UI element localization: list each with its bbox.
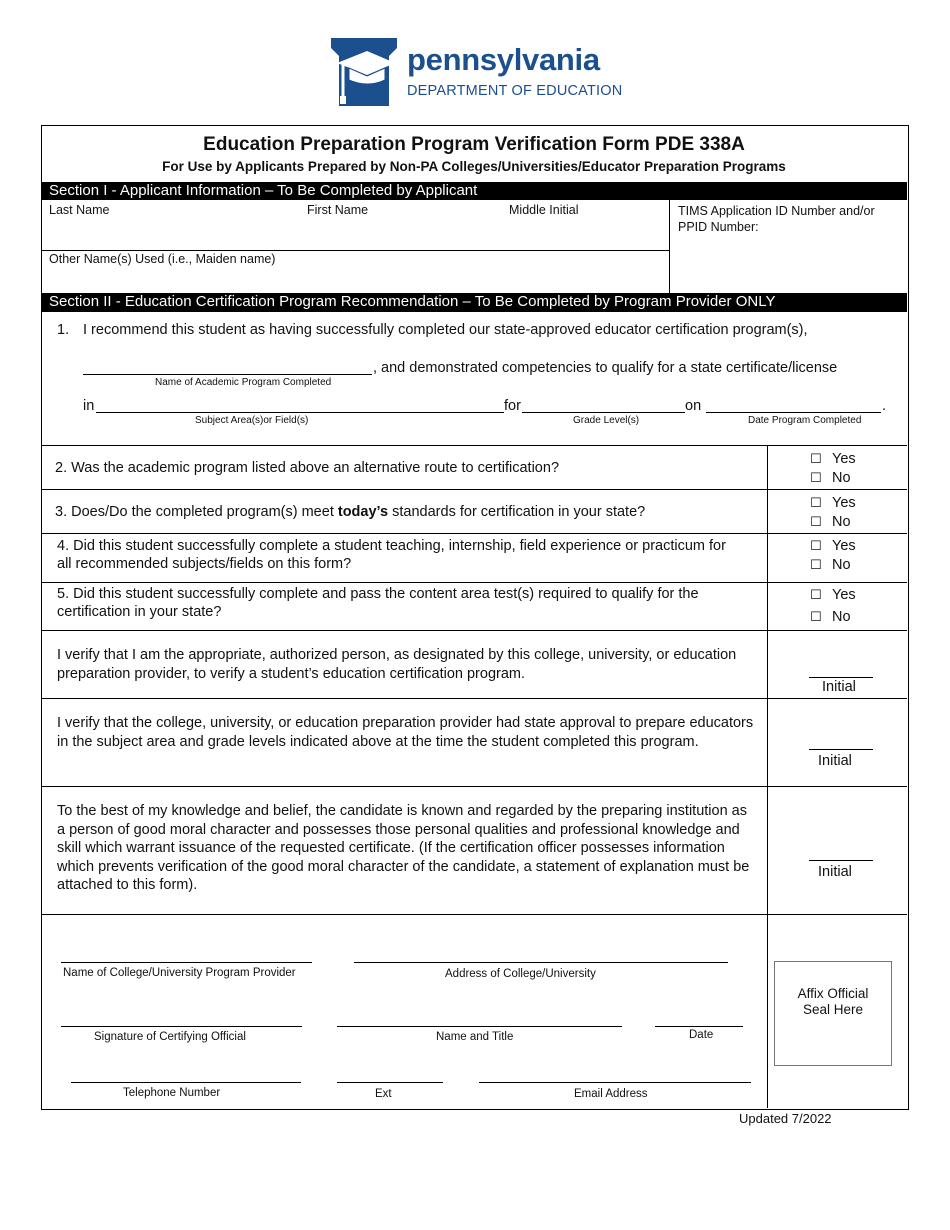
q3-text-end: standards for certification in your state? xyxy=(388,504,646,520)
form-title: Education Preparation Program Verification Form PDE 338A xyxy=(203,134,745,155)
program-name-field[interactable] xyxy=(83,374,372,375)
yes-label: Yes xyxy=(832,495,856,511)
signature-field[interactable] xyxy=(61,1026,302,1027)
verify-character-text: To the best of my knowledge and belief, the candidate is known and regarded by the preparing institution as a person of good moral character and possesses those personal qualities and professional knowledge and skill which warrant issuance of the requested certificate. (If the certification officer possesses information which prevents verification of the good moral character of the candidate, a statement of explanation must be attached to this form). xyxy=(57,803,750,893)
q1-in: in xyxy=(83,398,95,414)
no-label: No xyxy=(832,514,851,530)
program-caption: Name of Academic Program Completed xyxy=(155,377,332,388)
first-name-label: First Name xyxy=(307,203,369,217)
checkbox-icon[interactable]: ☐ xyxy=(810,609,822,624)
pde-logo xyxy=(329,36,629,108)
divider xyxy=(42,786,907,787)
email-label: Email Address xyxy=(574,1088,648,1100)
q4-yes-option[interactable] xyxy=(810,536,856,556)
subject-caption: Subject Area(s)or Field(s) xyxy=(195,415,309,426)
yes-label: Yes xyxy=(832,587,856,603)
grade-caption: Grade Level(s) xyxy=(573,415,640,426)
initial-label: Initial xyxy=(822,679,856,695)
divider xyxy=(42,250,669,251)
keystone-mortarboard-icon xyxy=(329,36,399,108)
initial-field-2[interactable] xyxy=(809,749,873,750)
verify-approval-text: I verify that the college, university, or education preparation provider had state approval to prepare educators in the subject area and grade levels indicated above at the time the student completed this program. xyxy=(57,715,754,750)
logo-wordmark: pennsylvania xyxy=(407,42,600,77)
q1-on: on xyxy=(685,398,702,414)
name-title-label: Name and Title xyxy=(436,1031,514,1043)
initial-label: Initial xyxy=(818,864,852,880)
college-name-field[interactable] xyxy=(61,962,312,963)
q3-yes-option[interactable] xyxy=(810,493,856,513)
q1-line2: , and demonstrated competencies to qualify for a state certificate/license xyxy=(373,360,838,376)
q4-text: 4. Did this student successfully complete a student teaching, internship, field experience or practicum for all recommended subjects/fields on this form? xyxy=(57,538,726,572)
divider xyxy=(767,914,768,1108)
q1-line1: I recommend this student as having successfully completed our state-approved educator certification program(s), xyxy=(83,322,808,338)
checkbox-icon[interactable]: ☐ xyxy=(810,514,822,529)
q2-text: 2. Was the academic program listed above an alternative route to certification? xyxy=(55,460,560,476)
checkbox-icon[interactable]: ☐ xyxy=(810,495,822,510)
address-field[interactable] xyxy=(354,962,728,963)
date-caption: Date Program Completed xyxy=(748,415,862,426)
verify-authorized-text: I verify that I am the appropriate, authorized person, as designated by this college, university, or education preparation provider, to verify a student’s education certification program. xyxy=(57,647,737,682)
no-label: No xyxy=(832,557,851,573)
updated-date: Updated 7/2022 xyxy=(739,1111,832,1126)
middle-initial-label: Middle Initial xyxy=(509,203,579,217)
section2-heading: Section II - Education Certification Program Recommendation – To Be Completed by Program Provider ONLY xyxy=(42,293,907,312)
ext-label: Ext xyxy=(375,1088,392,1100)
q1-number: 1. xyxy=(57,322,70,338)
form-subtitle: For Use by Applicants Prepared by Non-PA Colleges/Universities/Educator Preparation Programs xyxy=(162,159,786,174)
telephone-field[interactable] xyxy=(71,1082,301,1083)
divider xyxy=(42,533,907,534)
initial-label: Initial xyxy=(818,753,852,769)
checkbox-icon[interactable]: ☐ xyxy=(810,451,822,466)
checkbox-icon[interactable]: ☐ xyxy=(810,587,822,602)
checkbox-icon[interactable]: ☐ xyxy=(810,470,822,485)
telephone-label: Telephone Number xyxy=(123,1087,221,1099)
college-name-label: Name of College/University Program Provider xyxy=(63,967,296,979)
divider xyxy=(42,698,907,699)
divider xyxy=(767,445,768,914)
divider xyxy=(42,445,907,446)
subject-field[interactable] xyxy=(96,412,504,413)
name-title-field[interactable] xyxy=(337,1026,622,1027)
seal-label: Affix Official Seal Here xyxy=(797,986,869,1017)
tims-field[interactable] xyxy=(670,235,906,293)
last-name-field[interactable] xyxy=(42,217,668,249)
no-label: No xyxy=(832,609,851,625)
yes-label: Yes xyxy=(832,538,856,554)
divider xyxy=(42,582,907,583)
q5-text: 5. Did this student successfully complete and pass the content area test(s) required to qualify for the certification in your state? xyxy=(57,586,699,620)
q4-no-option[interactable] xyxy=(810,555,851,575)
date-field[interactable] xyxy=(655,1026,743,1027)
date-label: Date xyxy=(689,1029,714,1041)
checkbox-icon[interactable]: ☐ xyxy=(810,557,822,572)
q1-for: for xyxy=(504,398,521,414)
yes-label: Yes xyxy=(832,451,856,467)
grade-field[interactable] xyxy=(522,412,685,413)
divider xyxy=(42,489,907,490)
checkbox-icon[interactable]: ☐ xyxy=(810,538,822,553)
official-seal-box xyxy=(774,961,892,1066)
divider xyxy=(42,630,907,631)
tims-label: TIMS Application ID Number and/or PPID Number: xyxy=(678,204,875,234)
q5-yes-option[interactable] xyxy=(810,585,856,605)
q3-bold: today’s xyxy=(337,504,389,520)
address-label: Address of College/University xyxy=(445,968,596,980)
other-names-field[interactable] xyxy=(42,268,668,292)
initial-field-3[interactable] xyxy=(809,860,873,861)
q2-no-option[interactable] xyxy=(810,468,851,488)
email-field[interactable] xyxy=(479,1082,751,1083)
other-names-label: Other Name(s) Used (i.e., Maiden name) xyxy=(49,252,276,266)
date-completed-field[interactable] xyxy=(706,412,881,413)
q5-no-option[interactable] xyxy=(810,607,851,627)
no-label: No xyxy=(832,470,851,486)
section1-heading: Section I - Applicant Information – To Be Completed by Applicant xyxy=(42,182,907,200)
q1-period: . xyxy=(882,398,887,414)
q2-yes-option[interactable] xyxy=(810,449,856,469)
ext-field[interactable] xyxy=(337,1082,443,1083)
last-name-label: Last Name xyxy=(49,203,110,217)
q3-text xyxy=(55,503,645,521)
q3-no-option[interactable] xyxy=(810,512,851,532)
signature-label: Signature of Certifying Official xyxy=(94,1031,246,1043)
logo-department: DEPARTMENT OF EDUCATION xyxy=(407,83,623,99)
q3-text-start: 3. Does/Do the completed program(s) meet xyxy=(55,504,338,520)
divider xyxy=(669,200,670,293)
divider xyxy=(42,914,907,915)
